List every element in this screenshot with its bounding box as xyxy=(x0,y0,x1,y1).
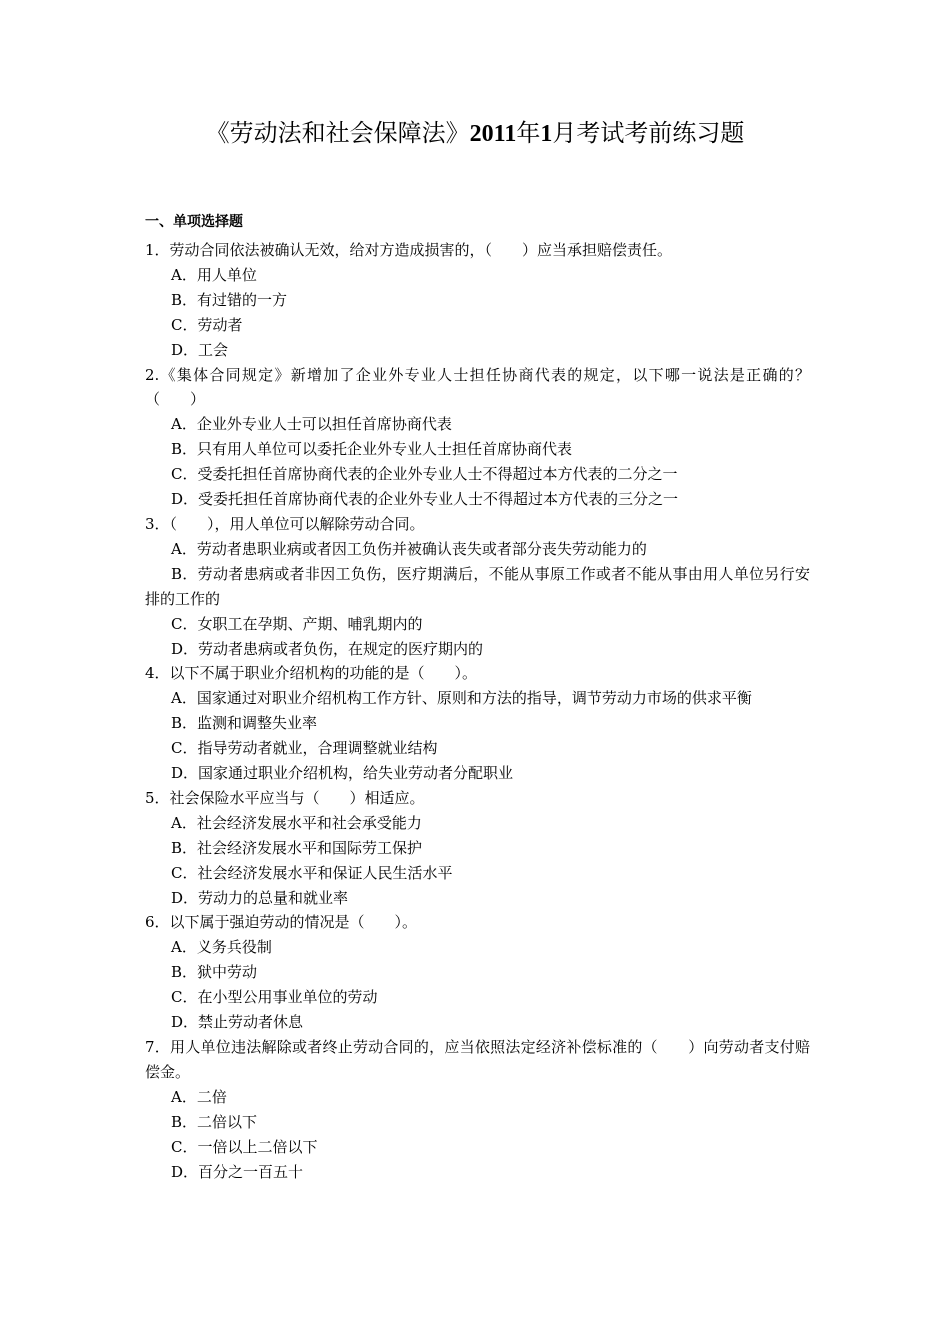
title-pre: 《劳动法和社会保障法》 xyxy=(205,119,470,147)
question-3 xyxy=(145,512,810,661)
option-c: C．受委托担任首席协商代表的企业外专业人士不得超过本方代表的二分之一 xyxy=(171,465,678,484)
option-d: D．劳动力的总量和就业率 xyxy=(171,888,349,907)
option-d: D．国家通过职业介绍机构，给失业劳动者分配职业 xyxy=(171,764,514,783)
option-d: D．百分之一百五十 xyxy=(171,1162,304,1181)
document-body xyxy=(145,210,810,1184)
option-c: C．一倍以上二倍以下 xyxy=(171,1137,318,1156)
title-year: 2011 xyxy=(469,121,517,147)
title-mid: 年 xyxy=(516,119,541,147)
question-text: 6．以下属于强迫劳动的情况是（ ）。 xyxy=(145,913,418,932)
option-b: B．劳动者患病或者非因工负伤，医疗期满后，不能从事原工作或者不能从事由用人单位另行安排的工作的 xyxy=(145,564,810,608)
option-d: D．劳动者患病或者负伤，在规定的医疗期内的 xyxy=(171,639,484,658)
option-b: B．有过错的一方 xyxy=(171,290,288,309)
section-heading: 一、单项选择题 xyxy=(145,214,243,230)
question-6 xyxy=(145,910,810,1035)
option-b: B．社会经济发展水平和国际劳工保护 xyxy=(171,838,423,857)
option-a: A．义务兵役制 xyxy=(171,938,272,957)
option-c: C．社会经济发展水平和保证人民生活水平 xyxy=(171,863,453,882)
question-7 xyxy=(145,1035,810,1184)
question-text: 1．劳动合同依法被确认无效，给对方造成损害的，（ ）应当承担赔偿责任。 xyxy=(145,241,673,259)
option-d: D．工会 xyxy=(171,340,229,359)
option-c: C．女职工在孕期、产期、哺乳期内的 xyxy=(171,614,423,633)
question-text: 7．用人单位违法解除或者终止劳动合同的，应当依照法定经济补偿标准的（ ）向劳动者支付赔偿金。 xyxy=(145,1038,810,1081)
question-5 xyxy=(145,786,810,911)
question-1 xyxy=(145,238,810,363)
question-text: 3．（ ），用人单位可以解除劳动合同。 xyxy=(145,514,425,533)
option-a: A．用人单位 xyxy=(171,265,257,284)
option-b: B．狱中劳动 xyxy=(171,963,258,982)
question-4 xyxy=(145,661,810,786)
option-c: C．在小型公用事业单位的劳动 xyxy=(171,988,378,1007)
question-2 xyxy=(145,363,810,512)
option-d: D．受委托担任首席协商代表的企业外专业人士不得超过本方代表的三分之一 xyxy=(171,490,679,509)
question-text: 4．以下不属于职业介绍机构的功能的是（ ）。 xyxy=(145,664,478,683)
option-a: A．二倍 xyxy=(171,1087,227,1106)
question-text: 5．社会保险水平应当与（ ）相适应。 xyxy=(145,788,425,807)
option-a: A．企业外专业人士可以担任首席协商代表 xyxy=(171,415,452,434)
option-b: B．只有用人单位可以委托企业外专业人士担任首席协商代表 xyxy=(171,440,573,459)
document-title xyxy=(0,116,950,151)
title-month: 1 xyxy=(540,121,553,147)
title-post: 月考试考前练习题 xyxy=(552,119,745,147)
option-a: A．劳动者患职业病或者因工负伤并被确认丧失或者部分丧失劳动能力的 xyxy=(171,539,647,558)
option-a: A．社会经济发展水平和社会承受能力 xyxy=(171,813,422,832)
option-d: D．禁止劳动者休息 xyxy=(171,1013,304,1032)
option-c: C．劳动者 xyxy=(171,315,243,334)
question-text: 2.《集体合同规定》新增加了企业外专业人士担任协商代表的规定，以下哪一说法是正确的？（ ） xyxy=(145,365,810,409)
option-b: B．二倍以下 xyxy=(171,1112,258,1131)
option-b: B．监测和调整失业率 xyxy=(171,714,318,733)
option-a: A．国家通过对职业介绍机构工作方针、原则和方法的指导，调节劳动力市场的供求平衡 xyxy=(171,689,752,708)
option-c: C．指导劳动者就业，合理调整就业结构 xyxy=(171,739,438,758)
